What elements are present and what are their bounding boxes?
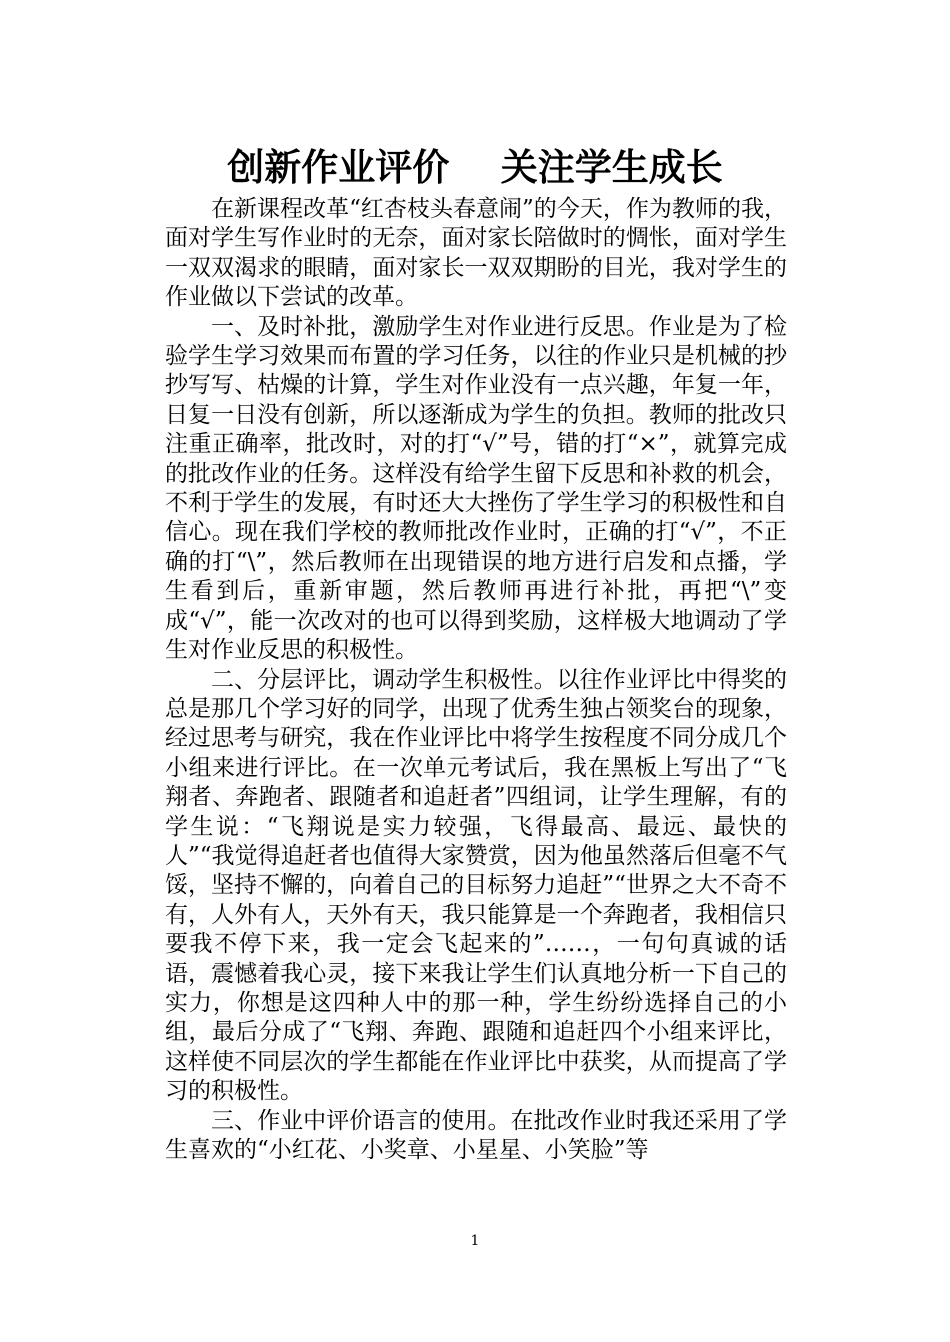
- paragraph-section-1: 一、及时补批，激励学生对作业进行反思。作业是为了检验学生学习效果而布置的学习任务，以往的作业只是机械的抄抄写写、枯燥的计算，学生对作业没有一点兴趣，年复一年，日复一日没有创新，所以逐渐成为学生的负担。教师的批改只注重正确率，批改时，对的打“√”号，错的打“×”，就算完成的批改作业的任务。这样没有给学生留下反思和补救的机会，不利于学生的发展，有时还大大挫伤了学生学习的积极性和自信心。现在我们学校的教师批改作业时，正确的打“√”，不正确的打“\”，然后教师在出现错误的地方进行启发和点播，学生看到后，重新审题，然后教师再进行补批，再把“\”变成“√”，能一次改对的也可以得到奖励，这样极大地调动了学生对作业反思的积极性。: [165, 313, 787, 664]
- document-title: 创新作业评价 关注学生成长: [227, 146, 723, 189]
- page-number: 1: [470, 1233, 480, 1249]
- paragraph-section-2: 二、分层评比，调动学生积极性。以往作业评比中得奖的总是那几个学习好的同学，出现了优秀生独占领奖台的现象，经过思考与研究，我在作业评比中将学生按程度不同分成几个小组来进行评比。在一次单元考试后，我在黑板上写出了“飞翔者、奔跑者、跟随者和追赶者”四组词，让学生理解，有的学生说：“飞翔说是实力较强，飞得最高、最远、最快的人”“我觉得追赶者也值得大家赞赏，因为他虽然落后但毫不气馁，坚持不懈的，向着自己的目标努力追赶”“世界之大不奇不有，人外有人，天外有天，我只能算是一个奔跑者，我相信只要我不停下来，我一定会飞起来的”……，一句句真诚的话语，震憾着我心灵，接下来我让学生们认真地分析一下自己的实力，你想是这四种人中的那一种，学生纷纷选择自己的小组，最后分成了“飞翔、奔跑、跟随和追赶四个小组来评比，这样使不同层次的学生都能在作业评比中获奖，从而提高了学习的积极性。: [165, 666, 787, 1105]
- document-body: [165, 195, 787, 1165]
- paragraph-intro: 在新课程改革“红杏枝头春意闹”的今天，作为教师的我，面对学生写作业时的无奈，面对家长陪做时的惆怅，面对学生一双双渴求的眼睛，面对家长一双双期盼的目光，我对学生的作业做以下尝试的改革。: [165, 196, 787, 311]
- paragraph-section-3: 三、作业中评价语言的使用。在批改作业时我还采用了学生喜欢的“小红花、小奖章、小星星、小笑脸”等: [165, 1107, 787, 1163]
